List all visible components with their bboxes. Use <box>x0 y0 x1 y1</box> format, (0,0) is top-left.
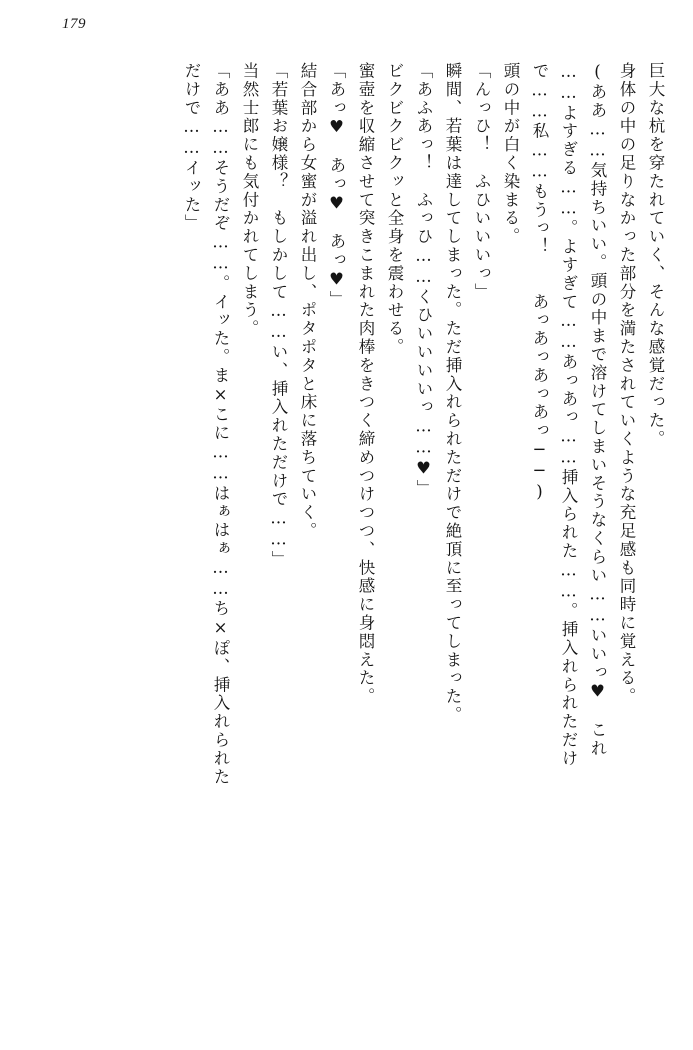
text-line: 「あふあっ！ ふっひ……くひいいいいっ……♥」 <box>414 62 433 498</box>
text-line: 瞬間、若葉は達してしまった。ただ挿入れられただけで絶頂に至ってしまった。 <box>443 62 462 725</box>
text-line: (ああ……気持ちいい。頭の中まで溶けてしまいそうなくらい……いいっ♥ これ <box>588 62 607 758</box>
vertical-text-block <box>28 62 663 1022</box>
text-line: 「んっひ！ ふひいいいっ」 <box>472 62 491 302</box>
text-line: 頭の中が白く染まる。 <box>501 62 520 246</box>
text-line: 「あっ♥ あっ♥ あっ♥」 <box>327 62 346 309</box>
text-line: で……私……もうっ！ あっあっあっあっ──) <box>530 62 549 503</box>
text-line: 当然士郎にも気付かれてしまう。 <box>240 62 259 338</box>
text-line: 身体の中の足りなかった部分を満たされていくような充足感も同時に覚える。 <box>617 62 636 706</box>
text-line: 「ああ……そうだぞ……。イッた。ま×こに……はぁはぁ……ち×ぽ、挿入れられた <box>211 62 230 787</box>
text-line: 結合部から女蜜が溢れ出し、ポタポタと床に落ちていく。 <box>298 62 317 541</box>
page-number: 179 <box>62 16 86 32</box>
text-line: 「若葉お嬢様？ もしかして……い、挿入れただけで……」 <box>269 62 288 569</box>
text-line: 蜜壺を収縮させて突きこまれた肉棒をきつく締めつけつつ、快感に身悶えた。 <box>356 62 375 706</box>
text-line: ……よすぎる……。よすぎて……あっあっ……挿入られた……。挿入れられただけ <box>559 62 578 768</box>
text-line: 巨大な杭を穿たれていく、そんな感覚だった。 <box>646 62 665 449</box>
text-line: ビクビクビクッと全身を震わせる。 <box>385 62 404 357</box>
text-line: だけで……イッた」 <box>182 62 201 233</box>
